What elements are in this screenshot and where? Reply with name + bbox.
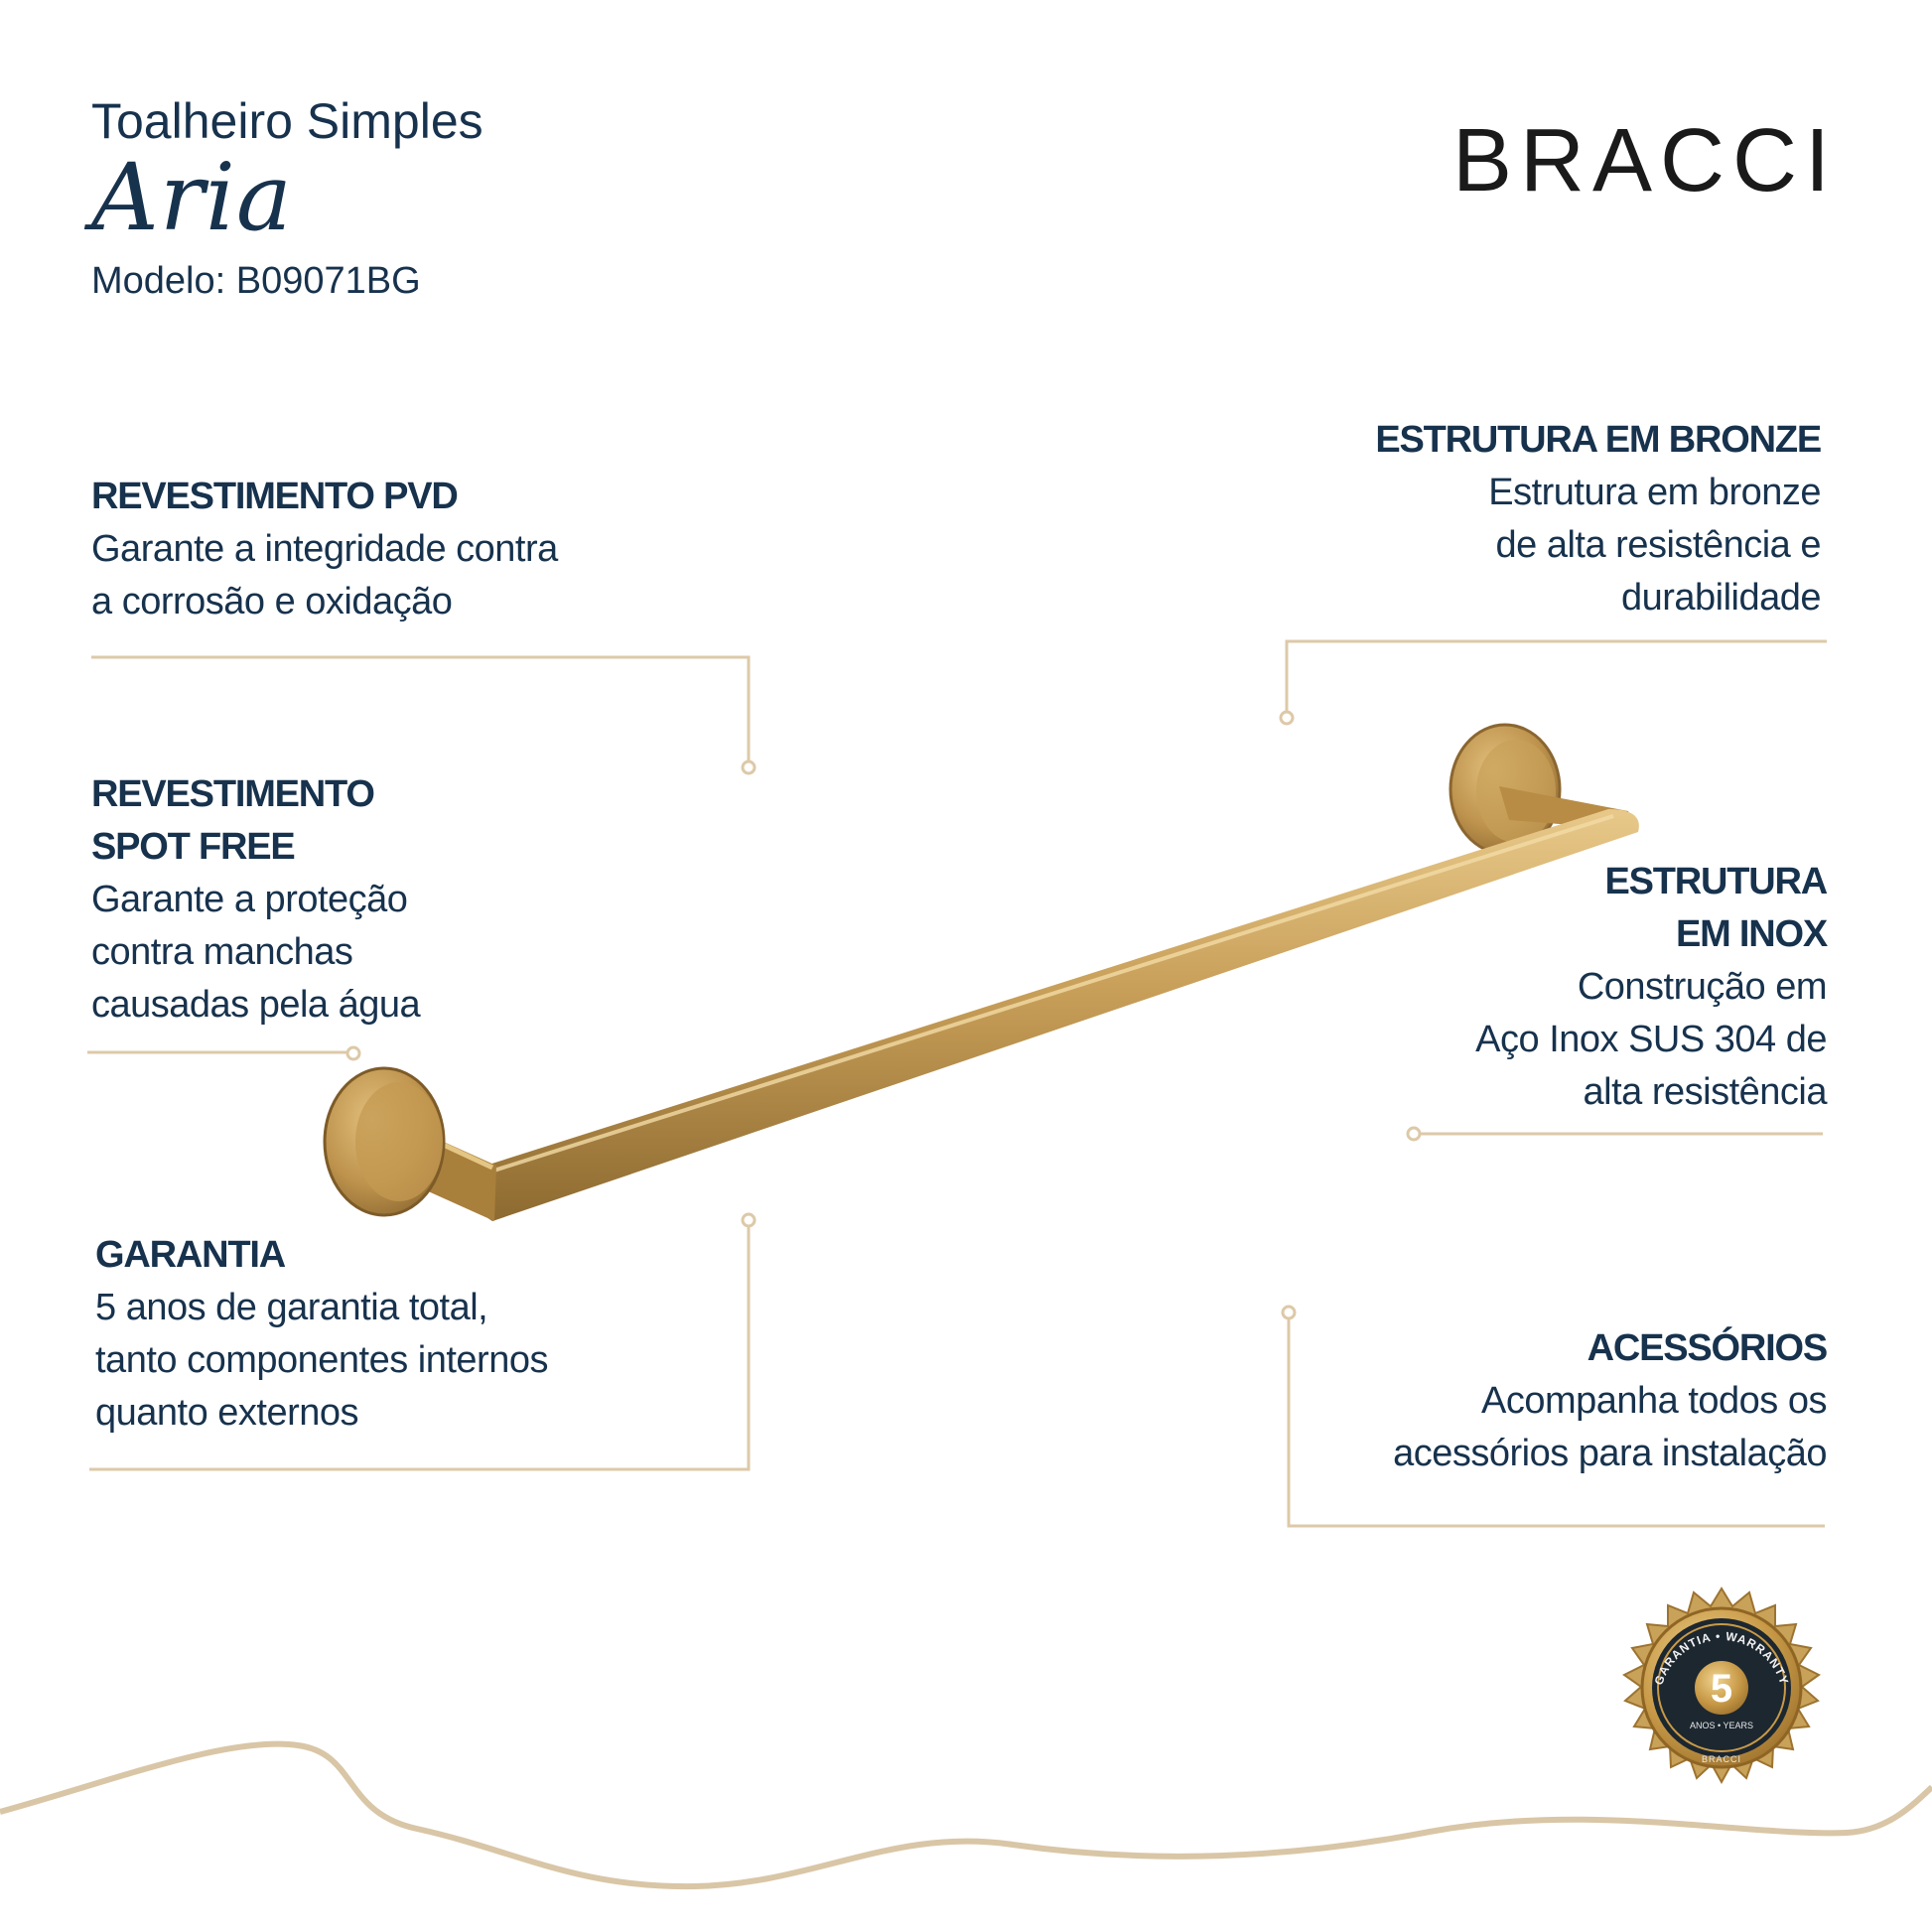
feature-inox <box>1475 856 1827 1119</box>
feature-garantia-title: GARANTIA <box>95 1234 285 1276</box>
feature-bronze <box>1375 414 1821 624</box>
leader-line-pvd <box>91 657 749 762</box>
feature-garantia-body: 5 anos de garantia total, tanto componentes internos quanto externos <box>95 1287 548 1434</box>
feature-inox-title: ESTRUTURA EM INOX <box>1604 861 1827 955</box>
product-model: Modelo: B09071BG <box>91 260 421 302</box>
feature-garantia <box>95 1229 548 1440</box>
feature-spot-free <box>91 768 420 1032</box>
feature-pvd-title: REVESTIMENTO PVD <box>91 476 458 517</box>
feature-pvd-body: Garante a integridade contra a corrosão e oxidação <box>91 528 558 622</box>
feature-bronze-body: Estrutura em bronze de alta resistência e durabilidade <box>1488 472 1821 619</box>
feature-acessorios <box>1393 1322 1827 1480</box>
towel-bar-rod <box>477 809 1639 1221</box>
seal-number: 5 <box>1710 1667 1733 1711</box>
leader-dot-acessorios <box>1283 1307 1295 1318</box>
seal-ring-text: GARANTIA • WARRANTY <box>1651 1628 1792 1688</box>
feature-spot-free-body: Garante a proteção contra manchas causadas pela água <box>91 879 421 1026</box>
feature-spot-free-title: REVESTIMENTO SPOT FREE <box>91 773 374 868</box>
feature-inox-body: Construção em Aço Inox SUS 304 de alta resistência <box>1475 966 1827 1113</box>
leader-dot-garantia <box>743 1214 755 1226</box>
seal-brand: BRACCI <box>1701 1754 1742 1764</box>
brand-logo: BRACCI <box>1451 111 1838 210</box>
leader-dot-pvd <box>743 761 755 773</box>
decorative-wave <box>0 1744 1932 1886</box>
leader-dot-spot-free <box>347 1047 359 1059</box>
product-category: Toalheiro Simples <box>91 93 483 149</box>
feature-bronze-title: ESTRUTURA EM BRONZE <box>1375 419 1821 461</box>
leader-dot-bronze <box>1281 712 1293 724</box>
leader-dot-inox <box>1408 1128 1420 1140</box>
feature-pvd <box>91 471 558 628</box>
feature-acessorios-title: ACESSÓRIOS <box>1587 1327 1827 1369</box>
leader-line-bronze <box>1287 641 1827 713</box>
towel-bar-image <box>325 725 1639 1221</box>
warranty-seal <box>1624 1588 1819 1782</box>
seal-years: ANOS • YEARS <box>1689 1721 1754 1730</box>
feature-acessorios-body: Acompanha todos os acessórios para instalação <box>1393 1380 1827 1474</box>
product-name: Aria <box>91 144 293 252</box>
